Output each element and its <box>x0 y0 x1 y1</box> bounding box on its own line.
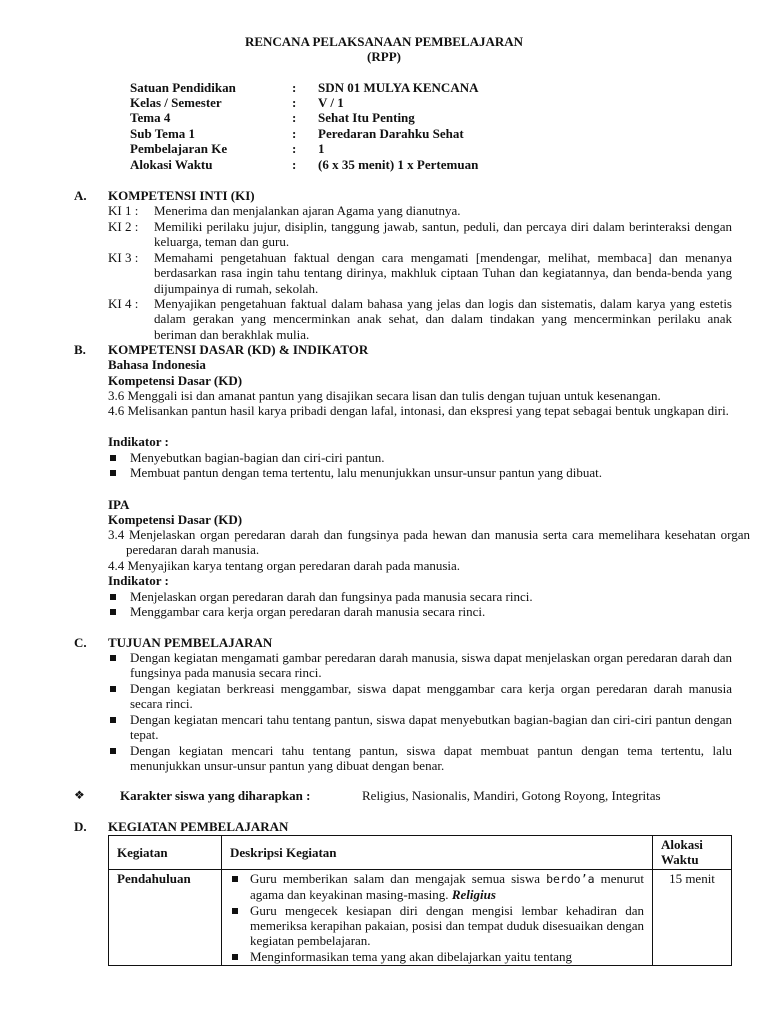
ki-item <box>108 296 732 342</box>
bullet-icon <box>110 609 116 615</box>
kd-item: 3.6 Menggali isi dan amanat pantun yang disajikan secara lisan dan tulis dengan tujuan untuk kesenangan. <box>108 388 661 403</box>
identity-value: 1 <box>318 141 325 156</box>
ki-code: KI 4 : <box>108 296 139 311</box>
identity-label: Satuan Pendidikan <box>130 80 236 95</box>
ki-code: KI 2 : <box>108 219 139 234</box>
identity-label: Tema 4 <box>130 110 171 125</box>
tujuan-item <box>108 743 732 774</box>
deskripsi-text: Guru mengecek kesiapan diri dengan mengisi lembar kehadiran dan memeriksa kerapihan pakaian, posisi dan tempat duduk disesuaikan dengan kegiatan pembelajaran. <box>250 902 644 949</box>
karakter-value: Religius, Nasionalis, Mandiri, Gotong Royong, Integritas <box>362 788 661 803</box>
header-alokasi: Alokasi Waktu <box>653 836 732 870</box>
section-letter: D. <box>74 819 87 834</box>
table-header-row <box>109 836 732 870</box>
bullet-icon <box>232 876 238 882</box>
subject-heading: IPA <box>108 497 130 512</box>
deskripsi-item <box>230 949 644 964</box>
kd-item: 4.4 Menyajikan karya tentang organ peredaran darah pada manusia. <box>108 558 461 573</box>
indikator-item <box>108 604 732 619</box>
kd-heading: Kompetensi Dasar (KD) <box>108 512 243 527</box>
identity-label: Sub Tema 1 <box>130 126 196 141</box>
cell-deskripsi <box>222 869 653 965</box>
subject-heading: Bahasa Indonesia <box>108 357 206 372</box>
identity-value: Sehat Itu Penting <box>318 110 415 125</box>
ki-text: Memiliki perilaku jujur, disiplin, tanggung jawab, santun, peduli, dan percaya diri dalam berinteraksi dengan keluarga, teman dan guru. <box>154 219 732 250</box>
document-subtitle: (RPP) <box>367 49 401 64</box>
diamond-bullet-icon: ❖ <box>74 788 85 802</box>
ki-code: KI 3 : <box>108 250 139 265</box>
section-letter: A. <box>74 188 87 203</box>
header-deskripsi: Deskripsi Kegiatan <box>222 836 653 870</box>
section-letter: C. <box>74 635 87 650</box>
section-title: KOMPETENSI INTI (KI) <box>108 188 255 203</box>
deskripsi-text: menurut agama dan keyakinan masing-masing. <box>250 870 644 903</box>
identity-label: Pembelajaran Ke <box>130 141 228 156</box>
kd-item: 3.4 Menjelaskan organ peredaran darah dan fungsinya pada hewan dan manusia serta cara memelihara kesehatan organ peredaran darah manusia. <box>108 527 750 558</box>
deskripsi-item <box>230 871 644 903</box>
tujuan-item <box>108 681 732 712</box>
kd-item: 4.6 Melisankan pantun hasil karya pribadi dengan lafal, intonasi, dan ekspresi yang tepat sebagai bentuk ungkapan diri. <box>108 403 729 418</box>
indikator-item <box>108 450 732 465</box>
cell-kegiatan: Pendahuluan <box>109 869 222 965</box>
karakter-tag: Religius <box>451 887 496 903</box>
identity-label: Kelas / Semester <box>130 95 222 110</box>
identity-label: Alokasi Waktu <box>130 157 213 172</box>
identity-separator: : <box>292 110 297 125</box>
bullet-icon <box>110 594 116 600</box>
bullet-icon <box>232 954 238 960</box>
table-row <box>109 869 732 965</box>
document-title: RENCANA PELAKSANAAN PEMBELAJARAN <box>244 34 524 49</box>
tujuan-text: Dengan kegiatan mencari tahu tentang pantun, siswa dapat membuat pantun dengan tema tertentu, lalu menunjukkan unsur-unsur pantun yang dibuat dengan benar. <box>130 743 732 774</box>
tujuan-item <box>108 650 732 681</box>
ki-item <box>108 203 732 218</box>
tujuan-text: Dengan kegiatan mengamati gambar peredaran darah manusia, siswa dapat menjelaskan organ peredaran darah dan fungsinya pada manusia secara rinci. <box>130 650 732 681</box>
section-title: KOMPETENSI DASAR (KD) & INDIKATOR <box>108 342 369 357</box>
karakter-label: Karakter siswa yang diharapkan : <box>120 788 311 803</box>
deskripsi-item <box>230 903 644 949</box>
identity-value: Peredaran Darahku Sehat <box>318 126 464 141</box>
ki-text: Menerima dan menjalankan ajaran Agama yang dianutnya. <box>154 203 461 218</box>
deskripsi-text: Guru memberikan salam dan mengajak semua siswa <box>250 870 547 886</box>
identity-separator: : <box>292 95 297 110</box>
identity-value: (6 x 35 menit) 1 x Pertemuan <box>318 157 479 172</box>
identity-value: SDN 01 MULYA KENCANA <box>318 80 479 95</box>
section-letter: B. <box>74 342 86 357</box>
header-kegiatan: Kegiatan <box>109 836 222 870</box>
ki-text: Menyajikan pengetahuan faktual dalam bahasa yang jelas dan logis dan sistematis, dalam karya yang estetis dalam gerakan yang mencerminkan anak sehat, dan dalam tindakan yang mencerminkan perilaku anak beriman dan berakhlak mulia. <box>154 296 732 342</box>
ki-text: Memahami pengetahuan faktual dengan cara mengamati [mendengar, melihat, membaca] dan menanya berdasarkan rasa ingin tahu tentang dirinya, makhluk ciptaan Tuhan dan kegiatannya, dan benda-benda yang dijumpainya di rumah, sekolah. <box>154 250 732 296</box>
kegiatan-table <box>108 835 732 966</box>
deskripsi-word: berdo’a <box>546 871 595 886</box>
identity-separator: : <box>292 141 297 156</box>
identity-separator: : <box>292 157 297 172</box>
identity-value: V / 1 <box>318 95 344 110</box>
identity-separator: : <box>292 80 297 95</box>
bullet-icon <box>110 748 116 754</box>
tujuan-item <box>108 712 732 743</box>
indikator-item <box>108 589 732 604</box>
indikator-text: Membuat pantun dengan tema tertentu, lalu menunjukkan unsur-unsur pantun yang dibuat. <box>130 465 602 480</box>
indikator-heading: Indikator : <box>108 434 169 449</box>
tujuan-text: Dengan kegiatan mencari tahu tentang pantun, siswa dapat menyebutkan bagian-bagian dan ciri-ciri pantun dengan tepat. <box>130 712 732 743</box>
tujuan-text: Dengan kegiatan berkreasi menggambar, siswa dapat menggambar cara kerja organ peredaran darah manusia secara rinci. <box>130 681 732 712</box>
bullet-icon <box>110 455 116 461</box>
indikator-text: Menjelaskan organ peredaran darah dan fungsinya pada manusia secara rinci. <box>130 589 533 604</box>
bullet-icon <box>110 655 116 661</box>
section-title: KEGIATAN PEMBELAJARAN <box>108 819 289 834</box>
bullet-icon <box>110 470 116 476</box>
bullet-icon <box>232 908 238 914</box>
indikator-text: Menggambar cara kerja organ peredaran darah manusia secara rinci. <box>130 604 486 619</box>
kd-heading: Kompetensi Dasar (KD) <box>108 373 243 388</box>
bullet-icon <box>110 686 116 692</box>
ki-item <box>108 250 732 296</box>
indikator-item <box>108 465 732 480</box>
indikator-heading: Indikator : <box>108 573 169 588</box>
identity-separator: : <box>292 126 297 141</box>
ki-code: KI 1 : <box>108 203 139 218</box>
indikator-text: Menyebutkan bagian-bagian dan ciri-ciri pantun. <box>130 450 385 465</box>
deskripsi-text: Menginformasikan tema yang akan dibelajarkan yaitu tentang <box>250 948 572 964</box>
section-title: TUJUAN PEMBELAJARAN <box>108 635 273 650</box>
ki-item <box>108 219 732 250</box>
cell-alokasi: 15 menit <box>653 869 732 965</box>
bullet-icon <box>110 717 116 723</box>
